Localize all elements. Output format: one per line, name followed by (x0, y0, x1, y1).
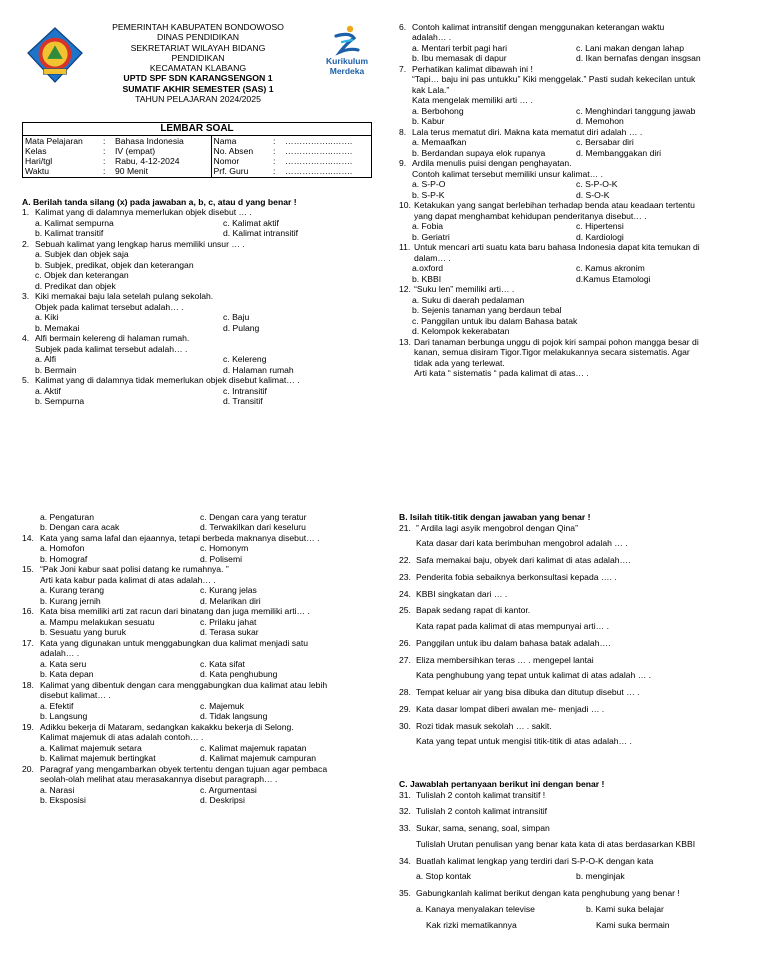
info-colon: : (273, 166, 276, 177)
info-colon: : (103, 166, 106, 177)
question-text: adalah… . (412, 32, 452, 43)
option-d[interactable]: d. Ikan bernafas dengan insgsan (576, 53, 701, 64)
option-d[interactable]: d. Kata penghubung (200, 669, 278, 680)
option-d[interactable]: d. Predikat dan objek (35, 280, 116, 291)
option-b[interactable]: b. Kurang jernih (40, 595, 101, 606)
option-b-sentence-2: Kami suka bermain (596, 919, 670, 930)
header-line-2: DINAS PENDIDIKAN (156, 32, 240, 43)
option-c[interactable]: c. Menghindari tanggung jawab (576, 105, 696, 116)
question-text: Kata penghubung yang tepat untuk kalimat di atas adalah … . (416, 670, 652, 681)
option-a[interactable]: a. S-P-O (412, 179, 446, 190)
section-b-block (399, 512, 749, 747)
question-text: Kata yang digunakan untuk menggabungkan dua kalimat menjadi satu (40, 637, 309, 648)
question-10 (399, 200, 749, 242)
question-text: ” Ardila lagi asyik mengobrol dengan Qina” (416, 522, 578, 533)
question-number: 23. (399, 571, 411, 582)
question-number: 7. (399, 63, 407, 74)
info-label: Waktu (25, 166, 50, 177)
question-31 (399, 790, 751, 801)
question-number: 11. (399, 242, 411, 253)
question-29 (399, 704, 749, 715)
question-text: Untuk mencari arti suatu kata baru bahasa Indonesia dapat kita temukan di (414, 242, 700, 253)
question-text: Alfi bermain kelereng di halaman rumah. (35, 333, 190, 344)
option-c[interactable]: c. Kamus akronim (576, 263, 645, 274)
option-d[interactable]: d. Halaman rumah (223, 364, 294, 375)
lembar-soal-box (22, 122, 372, 178)
option-a[interactable]: a.oxford (412, 263, 444, 274)
section-c-title: C. Jawablah pertanyaan berikut ini dengan benar ! (399, 779, 605, 789)
option-a[interactable]: a. Suku di daerah pedalaman (412, 294, 525, 305)
option-a[interactable]: a. Memaafkan (412, 137, 467, 148)
option-c[interactable]: c. Intransitif (223, 385, 267, 396)
question-text: Kalimat yang di dalamnya memerlukan objek disebut … . (35, 207, 252, 218)
question-number: 8. (399, 126, 407, 137)
question-text: Tulislah 2 contoh kalimat transitif ! (416, 789, 546, 800)
option-a[interactable]: a. Kalimat sempurna (35, 217, 114, 228)
header-line-3: SEKRETARIAT WILAYAH BIDANG (130, 42, 266, 53)
question-number: 4. (22, 333, 30, 344)
question-text: yang dapat menghambat kehidupan penderitanya disebut… . (414, 210, 647, 221)
option-a[interactable]: a. Alfi (35, 354, 57, 365)
option-c[interactable]: c. Kurang jelas (200, 585, 257, 596)
question-number: 22. (399, 555, 411, 566)
logo-text-merdeka: Merdeka (329, 66, 365, 76)
question-22 (399, 555, 749, 566)
info-value: Rabu, 4-12-2024 (115, 156, 180, 167)
option-d[interactable]: d.Kamus Etamologi (576, 273, 651, 284)
section-b-title: B. Isilah titik-titik dengan jawaban yang benar ! (399, 512, 591, 522)
question-6 (399, 22, 749, 64)
question-21 (399, 523, 749, 549)
info-colon: : (103, 146, 106, 157)
option-c[interactable]: c. Lani makan dengan lahap (576, 42, 684, 53)
question-text: Kata mengelak memiliki arti … . (412, 95, 533, 106)
option-c[interactable]: c. Kalimat aktif (223, 217, 279, 228)
question-20 (22, 764, 374, 806)
option-a[interactable]: a. Pengaturan (40, 512, 94, 522)
info-label: Prf. Guru (211, 166, 271, 176)
question-number: 18. (22, 679, 34, 690)
option-a[interactable]: a. Mampu melakukan sesuatu (40, 616, 155, 627)
question-text: Arti kata kabur pada kalimat di atas adalah… . (40, 574, 216, 585)
question-text: Dari tanaman berbunga unggu di pojok kiri sampai pohon mangga besar di (414, 336, 699, 347)
option-b[interactable]: b. Langsung (40, 711, 88, 722)
exam-title: SUMATIF AKHIR SEMESTER (SAS) 1 (122, 83, 274, 94)
option-d[interactable]: d. Kalimat majemuk campuran (200, 753, 317, 764)
question-text: Gabungkanlah kalimat berikut dengan kata penghubung yang benar ! (416, 888, 680, 899)
question-1 (22, 207, 372, 238)
question-number: 24. (399, 588, 411, 599)
info-colon: : (273, 136, 276, 146)
option-a[interactable]: a. Homofon (40, 543, 85, 554)
question-text: Buatlah kalimat lengkap yang terdiri dari S-P-O-K dengan kata (416, 855, 654, 866)
question-text: Objek pada kalimat tersebut adalah… . (35, 301, 184, 312)
question-number: 31. (399, 789, 411, 800)
section-a-continued-block (399, 22, 749, 378)
question-text: tidak ada yang terlewat. (414, 357, 505, 368)
school-year: TAHUN PELAJARAN 2024/2025 (135, 93, 261, 104)
question-text: adalah… . (40, 648, 80, 659)
question-number: 3. (22, 291, 30, 302)
question-7 (399, 64, 749, 127)
logo-text-kurikulum: Kurikulum (325, 56, 369, 66)
option-d[interactable]: d. S-O-K (576, 189, 610, 200)
option-b[interactable]: b. Bermain (35, 364, 77, 375)
info-blank: ……………..……. (285, 156, 353, 167)
option-a[interactable]: a. Aktif (35, 385, 61, 396)
question-text: Subjek pada kalimat tersebut adalah… . (35, 343, 188, 354)
option-d[interactable]: d. Membanggakan diri (576, 147, 662, 158)
question-34 (399, 856, 751, 882)
question-text: Kata yang tepat untuk mengisi titik-titik di atas adalah… . (416, 736, 632, 747)
question-number: 10. (399, 200, 411, 211)
question-number: 14. (22, 532, 34, 543)
option-c[interactable]: c. Homonym (200, 543, 249, 554)
info-label: Nomor (211, 156, 271, 166)
question-17 (22, 638, 374, 680)
option-b[interactable]: b. Kata depan (40, 669, 94, 680)
question-3 (22, 291, 372, 333)
option-b: b. menginjak (576, 871, 625, 882)
bondowoso-emblem-icon (26, 26, 84, 84)
option-b[interactable]: b. Sempurna (35, 396, 85, 407)
section-a-title: A. Berilah tanda silang (x) pada jawaban a, b, c, atau d yang benar ! (22, 197, 297, 207)
option-c[interactable]: c. Kalimat majemuk rapatan (200, 742, 307, 753)
question-13-options (22, 512, 374, 533)
question-number: 5. (22, 375, 30, 386)
question-text: Paragraf yang mengambarkan obyek tertentu dengan tujuan agar pembaca (40, 763, 328, 774)
question-4 (22, 333, 372, 375)
document-header (22, 22, 372, 122)
option-d[interactable]: d. Tidak langsung (200, 711, 268, 722)
question-number: 6. (399, 22, 407, 32)
question-30 (399, 721, 749, 747)
question-text: Bapak sedang rapat di kantor. (416, 605, 531, 616)
question-18 (22, 680, 374, 722)
option-b[interactable]: b. Dengan cara acak (40, 522, 120, 533)
option-c[interactable]: c. Dengan cara yang teratur (200, 512, 307, 522)
question-text: Tulislah 2 contoh kalimat intransitif (416, 806, 548, 817)
option-b[interactable]: b. Homograf (40, 553, 88, 564)
option-d[interactable]: d. Polisemi (200, 553, 243, 564)
option-b[interactable]: b. Geriatri (412, 231, 450, 242)
question-13 (399, 337, 749, 379)
option-c[interactable]: c. Argumentasi (200, 784, 257, 795)
question-2 (22, 239, 372, 291)
option-a[interactable]: a. Kata seru (40, 658, 87, 669)
option-a[interactable]: a. Efektif (40, 700, 74, 711)
info-label: Nama (211, 136, 271, 146)
option-b[interactable]: b. KBBI (412, 273, 442, 284)
question-text: Penderita fobia sebaiknya berkonsultasi kepada …. . (416, 571, 617, 582)
info-row (23, 136, 371, 146)
question-text: Ketakukan yang sangat berlebihan terhadap benda atau keadaan tertentu (414, 200, 695, 211)
section-a-page2-block (22, 512, 374, 806)
info-label: No. Absen (211, 146, 271, 156)
option-b[interactable]: b. Berdandan supaya elok rupanya (412, 147, 546, 158)
info-colon: : (273, 146, 276, 157)
question-number: 34. (399, 855, 411, 866)
option-b[interactable]: b. Kalimat transitif (35, 228, 104, 239)
option-b[interactable]: b. Kabur (412, 116, 445, 127)
question-number: 33. (399, 823, 411, 834)
info-colon: : (273, 156, 276, 167)
question-number: 21. (399, 522, 411, 533)
question-text: “Suku len” memiliki arti… . (414, 284, 515, 295)
option-a[interactable]: a. Fobia (412, 221, 444, 232)
option-d[interactable]: d. Kalimat intransitif (223, 228, 298, 239)
question-number: 29. (399, 703, 411, 714)
question-text: “Pak Joni kabur saat polisi datang ke rumahnya. ” (40, 564, 229, 575)
info-blank: ……………..……. (285, 166, 353, 177)
option-a: a. Stop kontak (416, 871, 471, 882)
question-8 (399, 127, 749, 158)
info-value: Bahasa Indonesia (115, 136, 184, 146)
option-a-sentence-2: Kak rizki mematikannya (426, 919, 517, 930)
info-colon: : (103, 156, 106, 167)
question-text: Kata dasar lompat diberi awalan me- menjadi … . (416, 703, 605, 714)
option-c[interactable]: c. S-P-O-K (576, 179, 618, 190)
section-c-block (399, 779, 751, 930)
question-28 (399, 687, 749, 698)
question-number: 17. (22, 637, 34, 648)
question-number: 2. (22, 238, 30, 249)
option-b[interactable]: b. Sesuatu yang buruk (40, 627, 126, 638)
option-c[interactable]: c. Hipertensi (576, 221, 624, 232)
info-row (23, 156, 371, 166)
question-32 (399, 806, 751, 817)
option-a-sentence-1: a. Kanaya menyalakan televise (416, 903, 535, 914)
question-26 (399, 638, 749, 649)
question-text: Sukar, sama, senang, soal, simpan (416, 823, 550, 834)
option-b[interactable]: b. Memakai (35, 322, 80, 333)
option-a[interactable]: a. Kiki (35, 312, 59, 323)
question-text: Contoh kalimat tersebut memiliki unsur kalimat… . (412, 168, 604, 179)
info-row (23, 166, 371, 176)
question-text: Perhatikan kalimat dibawah ini ! (412, 63, 533, 74)
option-d[interactable]: d. Memohon (576, 116, 624, 127)
question-number: 16. (22, 606, 34, 617)
option-b[interactable]: b. Eksposisi (40, 795, 86, 806)
option-d[interactable]: d. Deskripsi (200, 795, 245, 806)
question-12 (399, 284, 749, 336)
kurikulum-merdeka-logo-icon (320, 24, 375, 76)
question-text: Kata dasar dari kata berimbuhan mengobrol adalah … . (416, 538, 628, 549)
question-text: Kata bisa memiliki arti zat racun dari binatang dan juga memiliki arti… . (40, 606, 310, 617)
question-23 (399, 572, 749, 583)
option-b[interactable]: b. Subjek, predikat, objek dan keterangan (35, 259, 194, 270)
school-name: UPTD SPF SDN KARANGSENGON 1 (123, 73, 273, 84)
option-a[interactable]: a. Berbohong (412, 105, 464, 116)
option-b[interactable]: b. Ibu memasak di dapur (412, 53, 507, 64)
info-blank: ……………..……. (285, 136, 353, 146)
question-25 (399, 605, 749, 631)
option-b[interactable]: b. S-P-K (412, 189, 445, 200)
info-blank: ……………..……. (285, 146, 353, 157)
question-text: Tulislah Urutan penulisan yang benar kata kata di atas berdasarkan KBBI (416, 838, 696, 849)
header-line-5: KECAMATAN KLABANG (149, 63, 247, 74)
question-text: KBBI singkatan dari … . (416, 588, 508, 599)
info-label: Mata Pelajaran (25, 136, 83, 146)
option-a[interactable]: a. Subjek dan objek saja (35, 249, 129, 260)
question-9 (399, 158, 749, 200)
student-info-table (23, 136, 371, 177)
option-c[interactable]: c. Baju (223, 312, 250, 323)
question-text: Safa memakai baju, obyek dari kalimat di atas adalah…. (416, 555, 631, 566)
option-d[interactable]: d. Terasa sukar (200, 627, 259, 638)
question-35 (399, 888, 751, 930)
option-d[interactable]: d. Terwakilkan dari keseluru (200, 522, 306, 533)
option-a[interactable]: a. Mentari terbit pagi hari (412, 42, 508, 53)
question-text: Arti kata “ sistematis “ pada kalimat di atas… . (414, 367, 589, 378)
option-c[interactable]: c. Panggilan untuk ibu dalam Bahasa batak (412, 315, 578, 326)
option-d[interactable]: d. Melarikan diri (200, 595, 261, 606)
question-14 (22, 533, 374, 564)
option-d[interactable]: d. Pulang (223, 322, 260, 333)
question-number: 32. (399, 806, 411, 817)
question-text: Panggilan untuk ibu dalam bahasa batak adalah…. (416, 637, 611, 648)
option-b-sentence-1: b. Kami suka belajar (586, 903, 664, 914)
question-text: Kalimat yang dibentuk dengan cara menggabungkan dua kalimat atau lebih (40, 679, 328, 690)
question-number: 25. (399, 605, 411, 616)
option-a[interactable]: a. Narasi (40, 784, 75, 795)
question-24 (399, 589, 749, 600)
question-number: 26. (399, 637, 411, 648)
question-text: Adikku bekerja di Mataram, sedangkan kakakku bekerja di Selong. (40, 721, 294, 732)
question-27 (399, 655, 749, 681)
header-line-1: PEMERINTAH KABUPATEN BONDOWOSO (112, 22, 284, 32)
option-d[interactable]: d. Kardiologi (576, 231, 624, 242)
question-number: 20. (22, 763, 34, 774)
question-number: 28. (399, 687, 411, 698)
option-c[interactable]: c. Kelereng (223, 354, 267, 365)
question-text: Eliza membersihkan teras … . mengepel lantai (416, 654, 594, 665)
question-text: Rozi tidak masuk sekolah … . sakit. (416, 720, 552, 731)
question-text: Kiki memakai baju lala setelah pulang sekolah. (35, 291, 214, 302)
question-number: 30. (399, 720, 411, 731)
question-number: 27. (399, 654, 411, 665)
info-value: 90 Menit (115, 166, 148, 177)
option-b[interactable]: b. Sejenis tanaman yang berdaun tebal (412, 305, 562, 316)
question-text: Contoh kalimat intransitif dengan menggunakan keterangan waktu (412, 22, 665, 32)
option-c[interactable]: c. Prilaku jahat (200, 616, 257, 627)
option-c[interactable]: c. Majemuk (200, 700, 244, 711)
option-b[interactable]: b. Kalimat majemuk bertingkat (40, 753, 156, 764)
question-text: disebut kalimat… . (40, 690, 111, 701)
question-number: 13. (399, 336, 411, 347)
question-number: 9. (399, 158, 407, 169)
lembar-soal-title: LEMBAR SOAL (23, 123, 371, 136)
info-value: IV (empat) (115, 146, 156, 157)
question-15 (22, 564, 374, 606)
option-d[interactable]: d. Transitif (223, 396, 263, 407)
question-text: Kata yang sama lafal dan ejaannya, tetapi berbeda maknanya disebut… . (40, 532, 320, 543)
question-16 (22, 606, 374, 637)
question-text: kak Lala.” (412, 84, 450, 95)
question-text: Tempat keluar air yang bisa dibuka dan ditutup disebut … . (416, 687, 640, 698)
option-d[interactable]: d. Kelompok kekerabatan (412, 326, 510, 337)
question-text: Ardila menulis puisi dengan penghayatan. (412, 158, 572, 169)
question-text: “Tapi… baju ini pas untukku” Kiki menggelak.” Pasti sudah kekecilan untuk (412, 74, 696, 85)
question-text: kanan, semua disiram Tigor.Tigor melakukannya secara sistematis. Agar (414, 347, 690, 358)
question-text: Lala terus mematut diri. Makna kata mematut diri adalah … . (412, 126, 643, 137)
question-number: 12. (399, 284, 411, 295)
option-c[interactable]: c. Bersabar diri (576, 137, 634, 148)
option-c[interactable]: c. Objek dan keterangan (35, 270, 129, 281)
header-text (90, 22, 306, 104)
question-text: Sebuah kalimat yang lengkap harus memiliki unsur … . (35, 238, 245, 249)
option-c[interactable]: c. Kata sifat (200, 658, 245, 669)
question-number: 15. (22, 564, 34, 575)
question-text: Kata rapat pada kalimat di atas mempunyai arti… . (416, 621, 609, 632)
question-33 (399, 823, 751, 849)
question-11 (399, 242, 749, 284)
option-a[interactable]: a. Kurang terang (40, 585, 105, 596)
question-number: 19. (22, 721, 34, 732)
info-label: Kelas (25, 146, 47, 157)
question-text: seolah-olah melihat atau merasakannya disebut paragraph… . (40, 774, 278, 785)
info-row (23, 146, 371, 156)
question-text: dalam… . (414, 252, 451, 263)
question-number: 35. (399, 888, 411, 899)
option-a[interactable]: a. Kalimat majemuk setara (40, 742, 142, 753)
question-number: 1. (22, 207, 30, 218)
question-5 (22, 375, 372, 406)
question-19 (22, 722, 374, 764)
info-colon: : (103, 136, 106, 146)
question-text: Kalimat majemuk di atas adalah contoh… . (40, 732, 204, 743)
section-a-block (22, 197, 372, 407)
question-text: Kalimat yang di dalamnya tidak memerlukan objek disebut kalimat… . (35, 375, 300, 386)
header-line-4: PENDIDIKAN (171, 52, 225, 63)
info-label: Hari/tgl (25, 156, 53, 167)
